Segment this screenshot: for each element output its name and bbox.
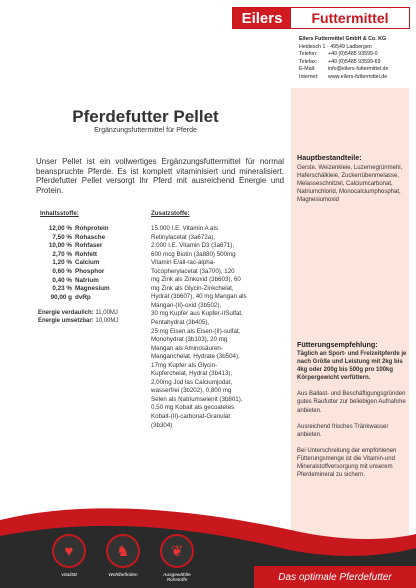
feeding-text: Täglich an Sport- und Freizeitpferde je nach Größe und Leistung mit 2kg bis 4kg oder 200g bis 500g pro 100kg Körpergewicht verfüttern. xyxy=(297,351,407,382)
contact-label: Internet: xyxy=(299,73,319,80)
heart-icon: ♥ xyxy=(64,542,74,560)
ingredient-row xyxy=(40,225,110,234)
product-title: Pferdefutter Pellet xyxy=(72,107,219,126)
brand-name-right: Futtermittel xyxy=(291,8,409,28)
contact-value[interactable]: www.eilers-futtermittel.de xyxy=(328,73,388,80)
ingredient-name: Natrium xyxy=(75,276,99,284)
ingredient-row xyxy=(40,234,110,243)
ingredient-value: 1,20 % xyxy=(52,259,72,267)
ingredient-value: 12,00 % xyxy=(48,225,72,232)
ingredient-value: 10,00 % xyxy=(48,242,72,250)
contact-web xyxy=(299,74,411,82)
badge-label: Vitalität xyxy=(61,573,77,578)
ingredient-name: Magnesium xyxy=(75,285,110,293)
note-water: Ausreichend frisches Tränkwasser anbieten. xyxy=(297,423,389,438)
note-roughage: Aus Ballast- und Beschäftigungsgründen gutes Raufutter zur beliebigen Aufnahme anbieten. xyxy=(297,391,406,414)
slogan-banner: Das optimale Pferdefutter xyxy=(254,566,416,588)
ingredient-value: 2,70 % xyxy=(52,250,72,258)
product-subtitle: Ergänzungsfuttermittel für Pferde xyxy=(94,127,197,134)
ingredient-row xyxy=(40,259,110,268)
ingredient-row xyxy=(40,277,110,286)
brand-name-left: Eilers xyxy=(233,8,291,28)
energy-label: Energie verdaulich: xyxy=(38,310,94,316)
ingredient-name: Rohprotein xyxy=(75,225,109,232)
contact-fax xyxy=(299,59,411,67)
ingredients-badge xyxy=(160,534,194,568)
ingredients-list xyxy=(40,225,110,302)
additives-heading: Zusatzstoffe: xyxy=(151,210,190,217)
wellbeing-badge xyxy=(106,534,140,568)
feeding-heading: Fütterungsempfehlung: xyxy=(297,340,378,349)
ingredient-name: Calcium xyxy=(75,259,100,267)
ingredient-row xyxy=(40,268,110,277)
company-name: Eilers Futtermittel GmbH & Co. KG xyxy=(299,36,387,42)
horse-icon: ♞ xyxy=(116,543,130,560)
ingredient-row xyxy=(40,285,110,294)
ingredient-value: 90,00 g xyxy=(50,293,72,301)
contact-label: Telefax: xyxy=(299,58,318,65)
badge-label: Wohlbefinden xyxy=(108,573,138,578)
main-components-text: Gerste, Weizenkleie, Luzernegrünmehl, Haferschälkleie, Zuckerrübenmelasse, Melasseschnitzel, Calciumcarbonat, Natriumchlorid, Monocalciumphosphat, Magnesiumoxid xyxy=(297,165,403,204)
energy-value: 11,00MJ xyxy=(95,310,118,316)
energy-value: 10,00MJ xyxy=(95,318,119,325)
ingredient-name: Rohfaser xyxy=(75,242,103,250)
ingredient-row xyxy=(40,242,110,251)
ingredient-name: Rohasche xyxy=(75,233,106,241)
additives-text: 15.000 I.E. Vitamin A als Retinylacetat (3a672a), 2.000 I.E. Vitamin D3 (3a671), 600 mcg Biotin (3a880) 500mg Vitamin E/all-rac-alpha- Tocopherylacetat (3a700), 120 mg Zink als Zinkoxid (3b603), 60 mg Zink als Glycin-Zinkchelat, Hydrat (3b607), 40 mg Mangan als Mangan-(II)-oxid (3b502), 30 mg Kupfer aus Kupfer-IISulfat, Pentahydrat (3b405), 25 mg Eisen als Eisen-(II)-sulfat, Monohydrat (3b103), 20 mg Mangan als Aminosäuren- Manganchelat, Hydrate (3b504), 17mg Kupfer als Glycin- Kupferchelat, Hydrat (3b413), 2,00mg Jod las Calciumjodat, wasserfrei (3b202), 0,800 mg Selen als Natriumselenit (3b801), 0,50 mg Kobalt als gecoatetes Kobalt-(II)-carbonat-Granulat (3b304) xyxy=(151,225,247,429)
ingredient-name: Rohfett xyxy=(75,250,98,258)
main-components-heading: Hauptbestandteile: xyxy=(297,153,362,162)
contact-value: +49 (0)5485 93599-69 xyxy=(328,58,381,65)
product-description: Unser Pellet ist ein vollwertiges Ergänzungsfuttermittel für normal beanspruchte Pferde. Es ist komplett vitaminisiert und mineralisiert. Pferdefutter Pellet versorgt Ihr Pferd mit ausreichend Energie und Protein. xyxy=(36,157,284,195)
ingredient-value: 0,60 % xyxy=(52,267,72,275)
badge-label: Ausgewählte Rohstoffe xyxy=(163,573,191,584)
ingredient-row xyxy=(40,294,110,303)
ingredient-value: 0,23 % xyxy=(52,285,72,293)
ingredient-row xyxy=(40,251,110,260)
ingredients-heading: Inhaltsstoffe: xyxy=(40,210,79,217)
contact-value[interactable]: info@eilers-futtermittel.de xyxy=(328,66,389,73)
grain-icon: ❦ xyxy=(170,543,184,560)
company-info xyxy=(299,36,411,82)
energy-convertible xyxy=(38,317,118,325)
note-minerals: Bei Unterschreitung der empfohlenen Fütterungsmenge ist die Vitamin-und Mineralstoffversorgung mit unserem Pferdemineral zu sichern. xyxy=(297,447,397,479)
energy-label: Energie umsetzbar: xyxy=(38,318,94,325)
company-address: Heidesch 1 · 49549 Ladbergen xyxy=(299,43,372,50)
contact-value: +49 (0)5485 93599-0 xyxy=(328,51,378,58)
ingredient-value: 7,50 % xyxy=(52,233,72,241)
brand-logo xyxy=(232,7,410,29)
contact-email xyxy=(299,66,411,74)
energy-digestible xyxy=(38,309,118,317)
vitality-badge xyxy=(52,534,86,568)
contact-phone xyxy=(299,51,411,59)
contact-label: E-Mail: xyxy=(299,66,316,73)
ingredient-name: dvRp xyxy=(75,293,91,301)
feeding-notes xyxy=(297,350,407,487)
ingredient-name: Phosphor xyxy=(75,267,105,275)
energy-values xyxy=(38,309,118,326)
ingredient-value: 0,40 % xyxy=(52,276,72,284)
contact-label: Telefon: xyxy=(299,51,318,58)
